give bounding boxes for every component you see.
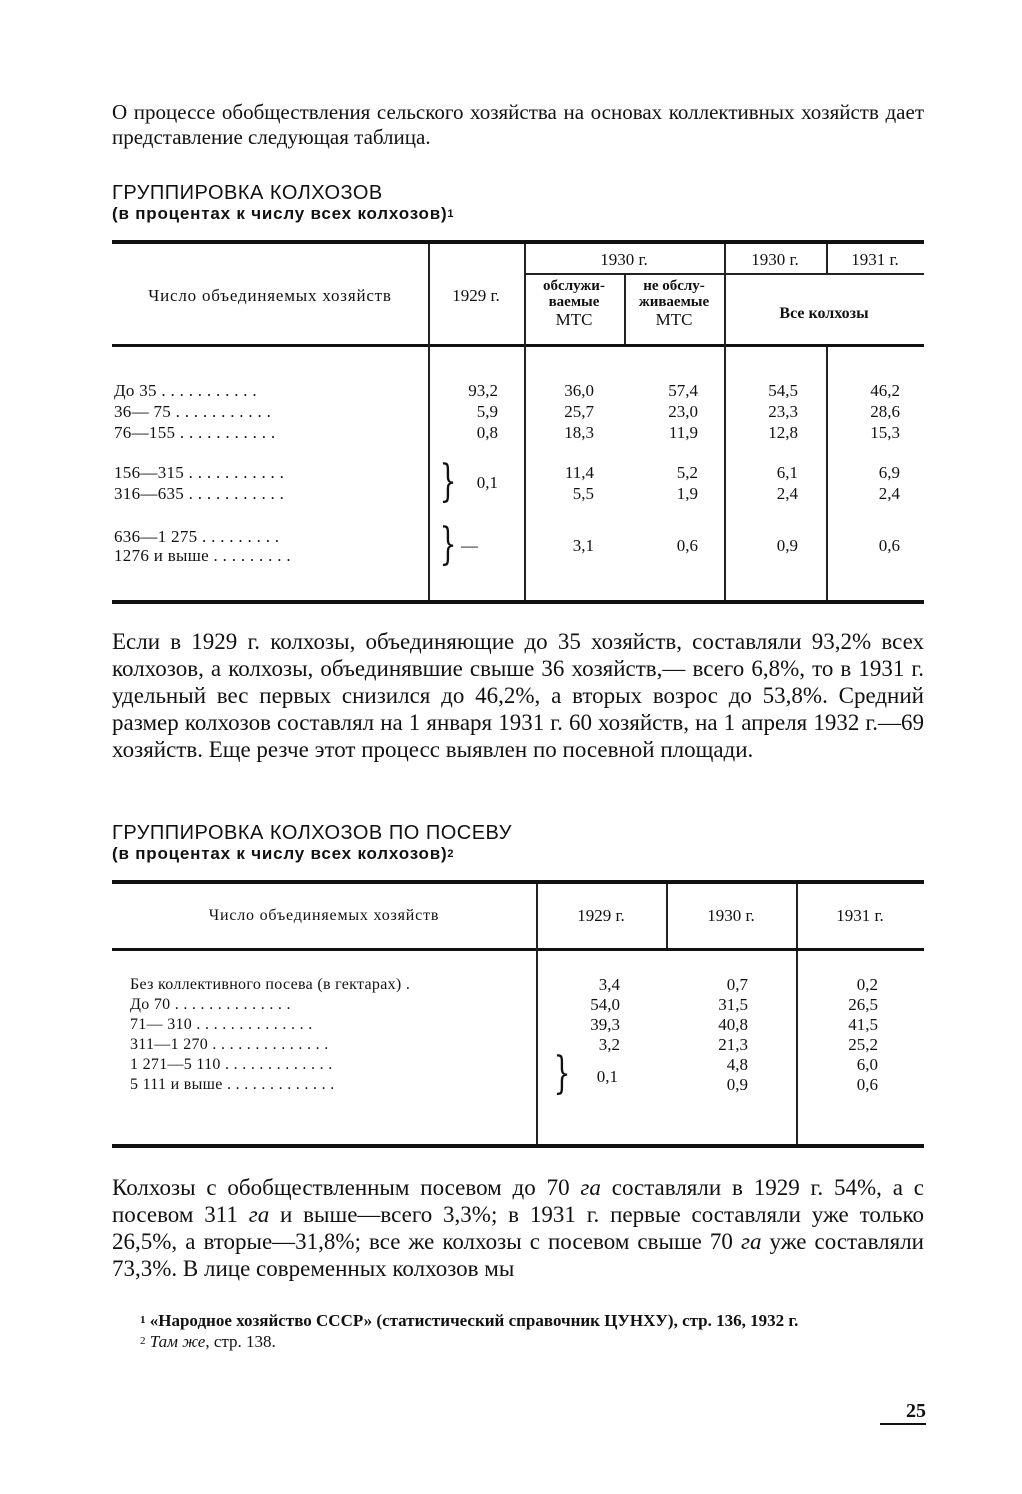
t2-cell: 39,3 bbox=[590, 1015, 620, 1034]
intro-paragraph: О процессе обобществления сельского хозяйства на основах коллективных хозяйств дает представление следующая таблица. bbox=[112, 100, 924, 149]
table1-subtitle bbox=[112, 204, 454, 224]
table1-header-1931: 1931 г. bbox=[851, 250, 899, 269]
table1-row-label: 36— 75 . . . . . . . . . . . bbox=[114, 402, 272, 421]
served-line: МТС bbox=[555, 310, 593, 329]
t1-cell: 5,5 bbox=[572, 484, 594, 503]
row-label-text: 1276 и выше bbox=[114, 546, 209, 565]
table2-row-label: 311—1 270 . . . . . . . . . . . . . . bbox=[130, 1036, 329, 1053]
t2-cell: 0,6 bbox=[856, 1075, 878, 1094]
t2-cell: 21,3 bbox=[718, 1035, 748, 1054]
table1-header-1930b: 1930 г. bbox=[751, 250, 799, 269]
table1-heading bbox=[112, 182, 454, 224]
served-line: обслужи- bbox=[543, 278, 605, 294]
table2-header-rule bbox=[112, 948, 924, 951]
t1-cell: 12,8 bbox=[768, 423, 798, 442]
p3-text: составляли в 1929 г. 54%, а с посевом 311 bbox=[112, 1175, 924, 1227]
footnote-2-ibid: Там же bbox=[149, 1332, 206, 1351]
row-label-text: 316—635 bbox=[114, 484, 185, 503]
table2 bbox=[112, 880, 924, 1150]
table2-subtitle-text: (в процентах к числу всех колхозов) bbox=[112, 844, 448, 863]
t1-cell: 2,4 bbox=[878, 484, 900, 503]
table1-subtitle-text: (в процентах к числу всех колхозов) bbox=[112, 204, 448, 223]
table1-row-label: 76—155 . . . . . . . . . . . bbox=[114, 423, 276, 442]
table2-row-label: 5 111 и выше . . . . . . . . . . . . . bbox=[130, 1076, 335, 1093]
p3-text: Колхозы с обобществленным посевом до 70 bbox=[112, 1175, 581, 1200]
row-label-text: 311—1 270 bbox=[130, 1036, 209, 1053]
table1-bottom-rule bbox=[112, 600, 924, 604]
t1-cell: — bbox=[461, 536, 478, 555]
t1-cell: 0,9 bbox=[776, 536, 798, 555]
t1-cell: 5,2 bbox=[676, 463, 698, 482]
table2-col-divider bbox=[796, 951, 798, 1144]
row-label-text: 1 271—5 110 bbox=[130, 1056, 221, 1073]
footnote-ref-2: 2 bbox=[447, 848, 455, 860]
footnote-1-mark: 1 bbox=[140, 1314, 146, 1326]
table2-row-label: Без коллективного посева (в гектарах) . bbox=[130, 976, 411, 993]
table1-title: ГРУППИРОВКА КОЛХОЗОВ bbox=[112, 182, 383, 204]
t1-cell: 3,1 bbox=[572, 536, 594, 555]
table1-header-served bbox=[524, 278, 624, 329]
t2-cell: 3,4 bbox=[598, 975, 620, 994]
t1-cell: 2,4 bbox=[776, 484, 798, 503]
table2-row-label: До 70 . . . . . . . . . . . . . . bbox=[130, 996, 291, 1013]
p3-text: уже составляли 73,3%. В лице современных колхозов мы bbox=[112, 1229, 924, 1281]
table2-row-label: 1 271—5 110 . . . . . . . . . . . . . bbox=[130, 1056, 333, 1073]
table2-heading bbox=[112, 822, 512, 864]
table1-row-label: До 35 . . . . . . . . . . . bbox=[114, 381, 257, 400]
table2-header-1931: 1931 г. bbox=[836, 906, 884, 925]
row-label-text: До 35 bbox=[114, 381, 157, 400]
table1-row-label: 1276 и выше . . . . . . . . . bbox=[114, 546, 291, 565]
table2-header-1929: 1929 г. bbox=[577, 906, 625, 925]
t1-cell: 15,3 bbox=[870, 423, 900, 442]
footnote-ref-1: 1 bbox=[447, 208, 455, 220]
footnote-2 bbox=[112, 1331, 924, 1352]
t1-cell: 23,0 bbox=[668, 402, 698, 421]
table2-subtitle bbox=[112, 844, 512, 864]
t2-cell: 0,1 bbox=[596, 1067, 618, 1086]
t2-cell: 4,8 bbox=[726, 1055, 748, 1074]
t2-cell: 25,2 bbox=[848, 1035, 878, 1054]
t1-cell: 0,6 bbox=[676, 536, 698, 555]
row-label-text: До 70 bbox=[130, 996, 171, 1013]
table1-header-1930: 1930 г. bbox=[600, 250, 648, 269]
not-served-line: не обслу- bbox=[643, 278, 705, 294]
table1-header-rule bbox=[112, 344, 924, 347]
t1-cell: 6,9 bbox=[878, 463, 900, 482]
brace: } bbox=[439, 519, 457, 570]
t1-cell: 11,9 bbox=[668, 423, 698, 442]
t1-cell: 5,9 bbox=[476, 402, 498, 421]
t1-cell: 57,4 bbox=[668, 381, 698, 400]
table2-top-rule bbox=[112, 880, 924, 884]
brace: } bbox=[553, 1048, 571, 1099]
footnote-1 bbox=[112, 1310, 924, 1331]
t1-cell: 0,1 bbox=[476, 473, 498, 492]
table2-row-label: 71— 310 . . . . . . . . . . . . . . bbox=[130, 1016, 313, 1033]
t2-cell: 0,7 bbox=[726, 975, 748, 994]
t2-cell: 54,0 bbox=[590, 995, 620, 1014]
row-label-text: 636—1 275 bbox=[114, 527, 198, 546]
table1-row-label: 316—635 . . . . . . . . . . . bbox=[114, 484, 285, 503]
t1-cell: 46,2 bbox=[870, 381, 900, 400]
table1-subheader-rule bbox=[524, 273, 924, 275]
t1-cell: 23,3 bbox=[768, 402, 798, 421]
table2-header-1930: 1930 г. bbox=[707, 906, 755, 925]
table2-title: ГРУППИРОВКА КОЛХОЗОВ ПО ПОСЕВУ bbox=[112, 822, 512, 844]
table1-header-all: Все колхозы bbox=[779, 305, 869, 322]
t1-cell: 25,7 bbox=[564, 402, 594, 421]
t1-cell: 54,5 bbox=[768, 381, 798, 400]
row-label-text: 36— 75 bbox=[114, 402, 172, 421]
unit-ga: га bbox=[580, 1175, 601, 1200]
footnote-2-text: , стр. 138. bbox=[205, 1332, 276, 1351]
t1-cell: 0,6 bbox=[878, 536, 900, 555]
served-line: ваемые bbox=[548, 294, 600, 310]
table1-header-rowlabel: Число объединяемых хозяйств bbox=[148, 286, 392, 305]
table1-header-not-served bbox=[624, 278, 724, 329]
t1-cell: 93,2 bbox=[468, 381, 498, 400]
t1-cell: 11,4 bbox=[564, 463, 594, 482]
brace: } bbox=[439, 456, 457, 507]
t2-cell: 31,5 bbox=[718, 995, 748, 1014]
not-served-line: живаемые bbox=[638, 294, 710, 310]
paragraph-2: Если в 1929 г. колхозы, объединяющие до 35 хозяйств, составляли 93,2% всех колхозов, а колхозы, объединявшие свыше 36 хозяйств,— всего 6,8%, то в 1931 г. удельный вес первых снизился до 46,2%, а вторых возрос до 53,8%. Средний размер колхозов составлял на 1 января 1931 г. 60 хозяйств, на 1 апреля 1932 г.—69 хозяйств. Еще резче этот процесс выявлен по посевной площади. bbox=[112, 629, 924, 762]
table2-header-rowlabel: Число объединяемых хозяйств bbox=[208, 907, 440, 924]
table1 bbox=[112, 240, 924, 606]
footnotes bbox=[112, 1310, 924, 1352]
footnote-1-text: «Народное хозяйство СССР» (статистический справочник ЦУНХУ), стр. 136, 1932 г. bbox=[149, 1311, 799, 1330]
row-label-text: 5 111 и выше bbox=[130, 1076, 223, 1093]
t1-cell: 0,8 bbox=[476, 423, 498, 442]
footnote-2-mark: 2 bbox=[140, 1335, 146, 1347]
table2-bottom-rule bbox=[112, 1144, 924, 1148]
t2-cell: 26,5 bbox=[848, 995, 878, 1014]
table1-row-label: 636—1 275 . . . . . . . . . bbox=[114, 527, 280, 546]
table1-header-1929: 1929 г. bbox=[452, 286, 500, 305]
t1-cell: 36,0 bbox=[564, 381, 594, 400]
row-label-text: 156—315 bbox=[114, 463, 185, 482]
table1-col-divider bbox=[826, 347, 828, 600]
t1-cell: 1,9 bbox=[676, 484, 698, 503]
p3-text: и выше—всего 3,3%; в 1931 г. первые составляли уже только 26,5%, а вторые—31,8%; все же колхозы с посевом свыше 70 bbox=[112, 1202, 925, 1254]
t2-cell: 0,2 bbox=[856, 975, 878, 994]
unit-ga: га bbox=[740, 1229, 762, 1254]
t2-cell: 6,0 bbox=[856, 1055, 878, 1074]
row-label-text: 71— 310 bbox=[130, 1016, 193, 1033]
table1-col-divider bbox=[724, 244, 726, 600]
row-label-text: Без коллективного посева (в гектарах) bbox=[130, 976, 402, 993]
t1-cell: 6,1 bbox=[776, 463, 798, 482]
t2-cell: 3,2 bbox=[598, 1035, 620, 1054]
t1-cell: 28,6 bbox=[870, 402, 900, 421]
table1-row-label: 156—315 . . . . . . . . . . . bbox=[114, 463, 285, 482]
not-served-line: МТС bbox=[655, 310, 693, 329]
row-label-text: 76—155 bbox=[114, 423, 176, 442]
page-number: 25 bbox=[880, 1400, 926, 1425]
paragraph-3 bbox=[112, 1174, 924, 1282]
unit-ga: га bbox=[248, 1202, 270, 1227]
t1-cell: 18,3 bbox=[564, 423, 594, 442]
t2-cell: 41,5 bbox=[848, 1015, 878, 1034]
t2-cell: 0,9 bbox=[726, 1075, 748, 1094]
table1-top-rule bbox=[112, 240, 924, 244]
t2-cell: 40,8 bbox=[718, 1015, 748, 1034]
